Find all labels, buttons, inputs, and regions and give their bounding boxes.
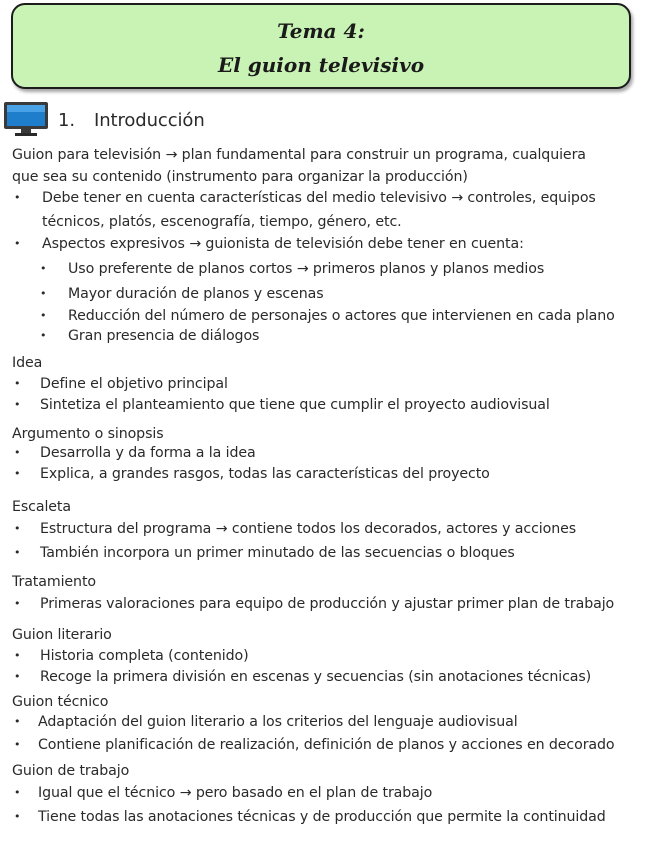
argumento-item-2: Explica, a grandes rasgos, todas las características del proyecto: [40, 466, 490, 482]
intro-subbullet-4: Gran presencia de diálogos: [68, 328, 260, 344]
idea-heading: Idea: [12, 355, 43, 371]
literario-heading: Guion literario: [12, 627, 112, 643]
computer-monitor-icon: [3, 101, 49, 137]
tecnico-heading: Guion técnico: [12, 694, 109, 710]
intro-line-2: que sea su contenido (instrumento para organizar la producción): [12, 169, 468, 185]
intro-line-1: Guion para televisión → plan fundamental para construir un programa, cualquiera: [12, 147, 586, 163]
tratamiento-heading: Tratamiento: [12, 574, 96, 590]
bullet: •: [14, 597, 21, 610]
argumento-heading: Argumento o sinopsis: [12, 426, 164, 442]
bullet: •: [14, 191, 21, 204]
section-number: 1.: [58, 110, 75, 131]
title-box: [11, 3, 631, 89]
escaleta-item-2: También incorpora un primer minutado de las secuencias o bloques: [40, 545, 515, 561]
bullet: •: [14, 738, 21, 751]
title-line-2: El guion televisivo: [217, 53, 425, 77]
bullet: •: [14, 467, 21, 480]
bullet: •: [14, 546, 21, 559]
intro-subbullet-3: Reducción del número de personajes o actores que intervienen en cada plano: [68, 308, 615, 324]
bullet: •: [14, 649, 21, 662]
idea-item-1: Define el objetivo principal: [40, 376, 228, 392]
bullet: •: [14, 522, 21, 535]
sub-bullet: •: [40, 287, 47, 300]
section-heading: Introducción: [94, 110, 205, 131]
bullet: •: [14, 670, 21, 683]
bullet: •: [14, 810, 21, 823]
tecnico-item-1: Adaptación del guion literario a los criterios del lenguaje audiovisual: [38, 714, 518, 730]
trabajo-heading: Guion de trabajo: [12, 763, 130, 779]
intro-bullet-2: Aspectos expresivos → guionista de televisión debe tener en cuenta:: [42, 236, 524, 252]
bullet: •: [14, 237, 21, 250]
bullet: •: [14, 446, 21, 459]
trabajo-item-2: Tiene todas las anotaciones técnicas y de producción que permite la continuidad: [38, 809, 606, 825]
escaleta-heading: Escaleta: [12, 499, 71, 515]
literario-item-1: Historia completa (contenido): [40, 648, 249, 664]
tecnico-item-2: Contiene planificación de realización, definición de planos y acciones en decorado: [38, 737, 615, 753]
intro-subbullet-1: Uso preferente de planos cortos → primeros planos y planos medios: [68, 261, 545, 277]
literario-item-2: Recoge la primera división en escenas y secuencias (sin anotaciones técnicas): [40, 669, 592, 685]
intro-subbullet-2: Mayor duración de planos y escenas: [68, 286, 324, 302]
sub-bullet: •: [40, 329, 47, 342]
intro-bullet-1: Debe tener en cuenta características del medio televisivo → controles, equipos: [42, 190, 596, 206]
sub-bullet: •: [40, 262, 47, 275]
bullet: •: [14, 398, 21, 411]
escaleta-item-1: Estructura del programa → contiene todos los decorados, actores y acciones: [40, 521, 577, 537]
bullet: •: [14, 715, 21, 728]
trabajo-item-1: Igual que el técnico → pero basado en el plan de trabajo: [38, 785, 433, 801]
bullet: •: [14, 786, 21, 799]
intro-bullet-1-cont: técnicos, platós, escenografía, tiempo, género, etc.: [42, 214, 402, 230]
bullet: •: [14, 377, 21, 390]
title-line-1: Tema 4:: [277, 19, 365, 43]
tratamiento-item-1: Primeras valoraciones para equipo de producción y ajustar primer plan de trabajo: [40, 596, 615, 612]
sub-bullet: •: [40, 309, 47, 322]
argumento-item-1: Desarrolla y da forma a la idea: [40, 445, 256, 461]
idea-item-2: Sintetiza el planteamiento que tiene que cumplir el proyecto audiovisual: [40, 397, 550, 413]
